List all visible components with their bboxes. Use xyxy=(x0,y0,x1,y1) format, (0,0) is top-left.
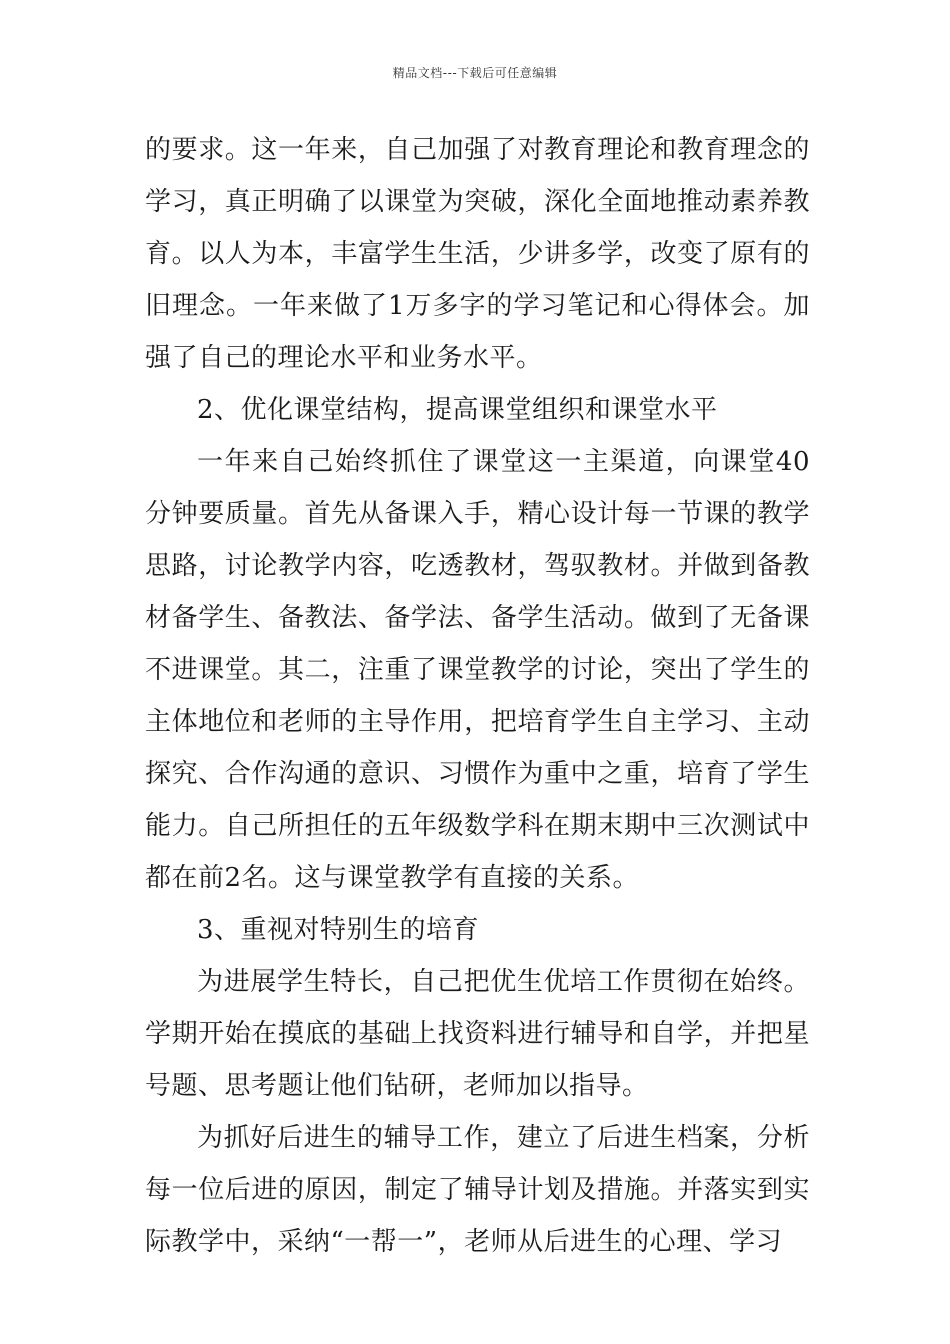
section-heading: 3、重视对特别生的培育 xyxy=(197,915,480,945)
page-header: 精品文档---下载后可任意编辑 xyxy=(392,66,558,80)
paragraph: 为进展学生特长，自己把优生优培工作贯彻在始终。学期开始在摸底的基础上找资料进行辅导和自学，并把星号题、思考题让他们钻研，老师加以指导。 xyxy=(145,967,810,1101)
paragraph: 的要求。这一年来，自己加强了对教育理论和教育理念的学习，真正明确了以课堂为突破，深化全面地推动素养教育。以人为本，丰富学生生活，少讲多学，改变了原有的旧理念。一年来做了1万多字的学习笔记和心得体会。加强了自己的理论水平和业务水平。 xyxy=(145,135,810,373)
paragraph: 为抓好后进生的辅导工作，建立了后进生档案，分析每一位后进的原因，制定了辅导计划及措施。并落实到实际教学中，采纳“一帮一”，老师从后进生的心理、学习 xyxy=(145,1123,810,1257)
section-heading: 2、优化课堂结构，提高课堂组织和课堂水平 xyxy=(197,395,718,425)
paragraph: 一年来自己始终抓住了课堂这一主渠道，向课堂40分钟要质量。首先从备课入手，精心设计每一节课的教学思路，讨论教学内容，吃透教材，驾驭教材。并做到备教材备学生、备教法、备学法、备学生活动。做到了无备课不进课堂。其二，注重了课堂教学的讨论，突出了学生的主体地位和老师的主导作用，把培育学生自主学习、主动探究、合作沟通的意识、习惯作为重中之重，培育了学生能力。自己所担任的五年级数学科在期末期中三次测试中都在前2名。这与课堂教学有直接的关系。 xyxy=(145,447,810,893)
document-body xyxy=(145,124,810,1268)
